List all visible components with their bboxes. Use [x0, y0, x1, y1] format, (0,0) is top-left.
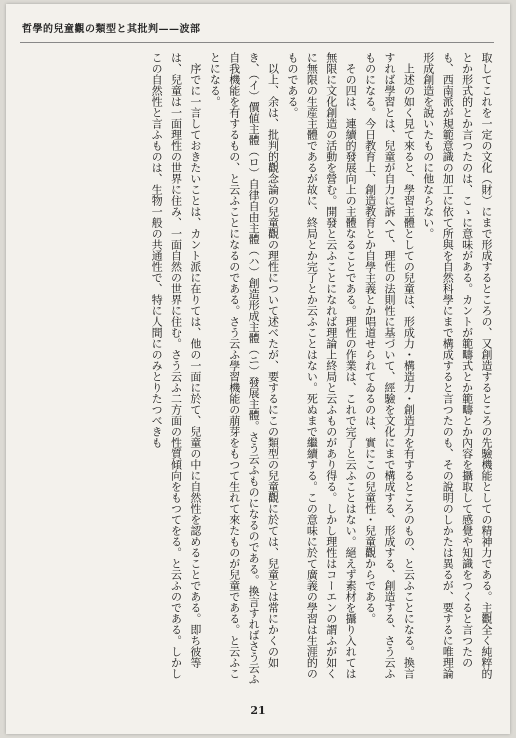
paragraph: 以上、余は、批判的觀念論の兒童觀の理性について述べたが、要するにこの類型の兒童觀に於ては、兒童とは常にかくの如き、（イ）價値主體（ロ）自律自由主體（ハ）創造形成主體（ニ）發展主體。さう云ふものになるのである。換言すればさう云ふ自我機能を有するもの、と云ふことになるのである。さう云ふ學習機能の萠芽をもつて生れて來たものが兒童である。と云ふことになる。	[208, 52, 280, 685]
paragraph: 取してこれを一定の文化（財）にまで形成するところの、又創造するところの先驗機能としての精神力である。主觀全く純粹的とか形式的とか言つたのは、こゝに意味がある。カントが範疇式とか範疇とか內容を攝取して感覺や知識をつくると言つたのも、西南派が規範意識の加工に依て所與を自然科學にまで構成すると言つたのも、その說明のしかたは異るが、要するに唯理論形成創造を說いたものに他ならない。	[421, 52, 493, 679]
paragraph: その四は、連續的發展向上の主體なることである。理性の作業は、これで完了と云ふことはない。絕えず素材を攝り入れては無限に文化創造の活動を營む。開發と云ふことになれば理論上終局と云ふものがあり得る。しかし理性はコーエンの謂ふが如くに無限の生産主體であるが故に、終局とか完了とか云ふことはない。死ぬまで繼續する。この意味に於て廣義の學習は生涯的のものである。	[285, 52, 358, 679]
book-page	[6, 4, 510, 734]
paragraph: 上述の如く見て來ると、學習主體としての兒童は、形成力・構造力・創造力を有するところのもの、と云ふことになる。換言すれば學習とは、兒童が自力に訴へて、理性の法則性に基づいて、經驗を文化にまで構成する、形成する、創造する、さう云ふものになる。今日教育上、創造教育とか自學主義とか唱道せられてゐるのは、實にこの兒童性・兒童觀からである。	[363, 52, 416, 679]
paragraph: 序でに一言しておきたいことは、カント派に在りては、他の一面に於て、兒童の中に自然性を認めることである。即ち彼等は、兒童は一面理性の世界に住み、一面自然の世界に住む。さう云ふ二方面の性質傾向をもつてをる。と云ふのである。しかしこの自然性と言ふものは、生物一般の共通性で、特に人間にのみとりたつべきも	[150, 52, 202, 679]
vertical-text-body	[28, 52, 496, 688]
page-number: 21	[250, 704, 266, 717]
header-rule	[20, 42, 494, 43]
running-head: 哲學的兒童觀の類型と其批判——波部	[22, 24, 201, 35]
